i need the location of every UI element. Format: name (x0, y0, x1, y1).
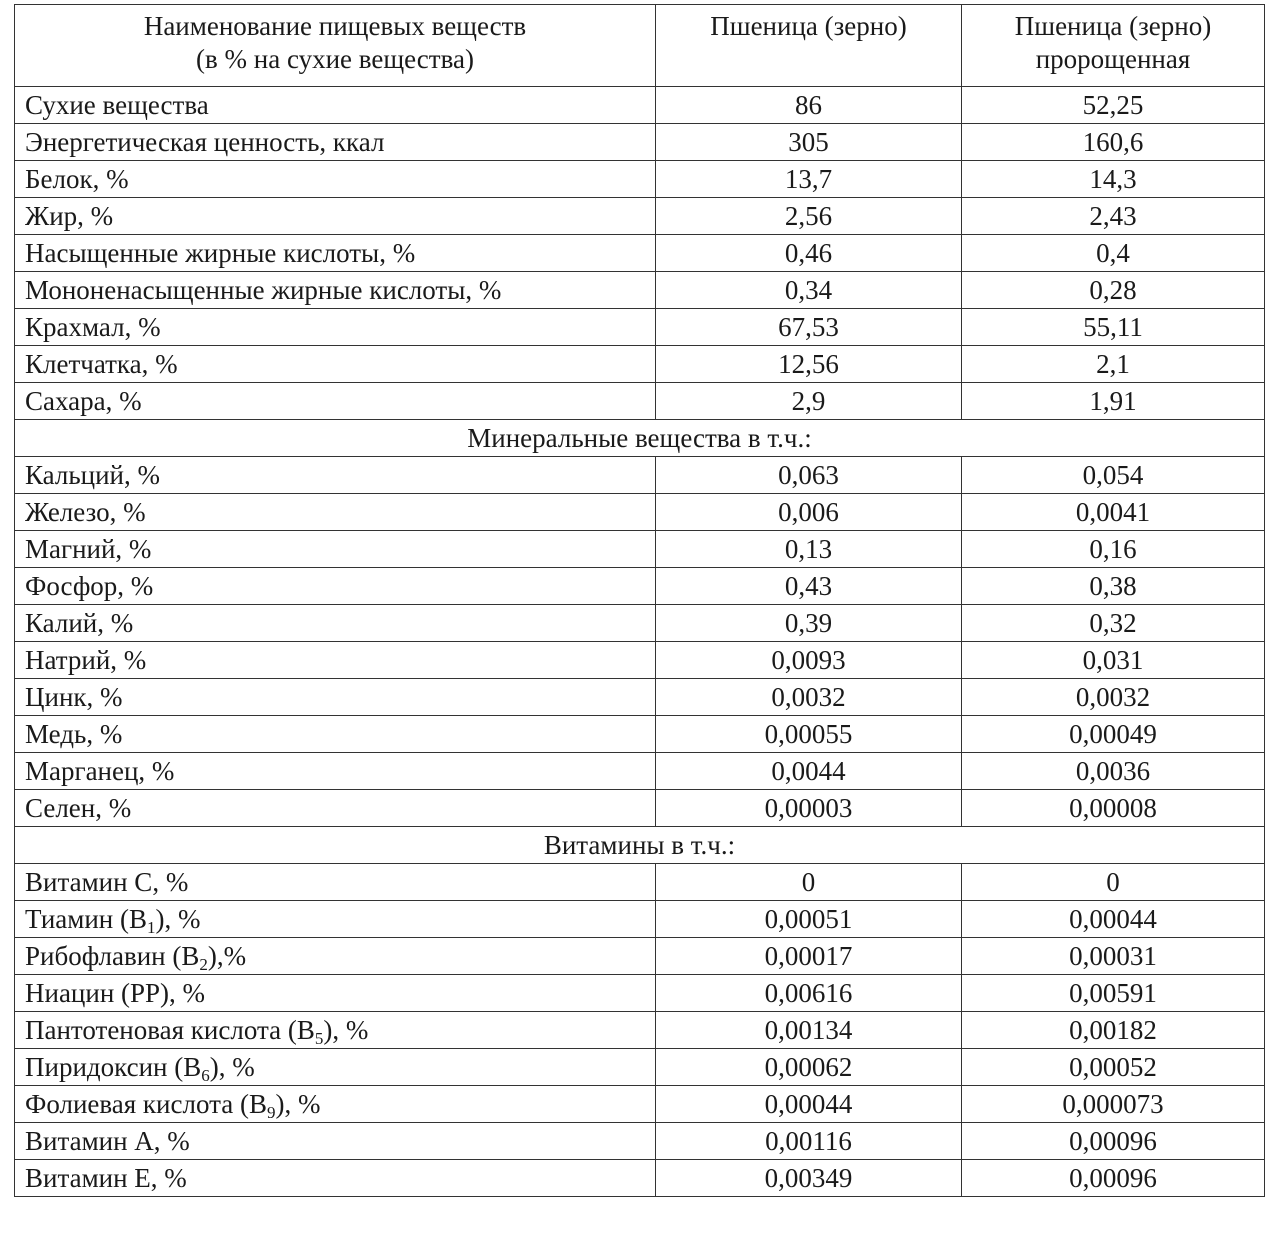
nutrient-name: Магний, % (15, 531, 656, 568)
table-row (15, 531, 1265, 568)
nutrient-name: Селен, % (15, 790, 656, 827)
nutrient-name: Железо, % (15, 494, 656, 531)
wheat-value: 0,34 (656, 272, 962, 309)
wheat-value: 0,006 (656, 494, 962, 531)
table-row (15, 568, 1265, 605)
sprouted-value: 52,25 (962, 87, 1265, 124)
table-row (15, 235, 1265, 272)
sprouted-value: 0,16 (962, 531, 1265, 568)
nutrient-name: Сахара, % (15, 383, 656, 420)
sprouted-value: 0,0041 (962, 494, 1265, 531)
nutrition-table (14, 4, 1265, 1197)
wheat-value: 0,00616 (656, 975, 962, 1012)
sprouted-value: 0,38 (962, 568, 1265, 605)
table-row (15, 494, 1265, 531)
nutrient-name: Марганец, % (15, 753, 656, 790)
nutrient-name: Кальций, % (15, 457, 656, 494)
wheat-value: 12,56 (656, 346, 962, 383)
sprouted-value: 14,3 (962, 161, 1265, 198)
sprouted-value: 0,031 (962, 642, 1265, 679)
sprouted-value: 2,1 (962, 346, 1265, 383)
sprouted-value: 0,00182 (962, 1012, 1265, 1049)
wheat-value: 0,00116 (656, 1123, 962, 1160)
nutrient-name: Витамин А, % (15, 1123, 656, 1160)
table-row (15, 1012, 1265, 1049)
nutrient-name: Сухие вещества (15, 87, 656, 124)
wheat-value: 0,00044 (656, 1086, 962, 1123)
table-row (15, 790, 1265, 827)
wheat-value: 0,00134 (656, 1012, 962, 1049)
sprouted-value: 0,4 (962, 235, 1265, 272)
nutrient-name: Жир, % (15, 198, 656, 235)
wheat-value: 0,00051 (656, 901, 962, 938)
table-row (15, 161, 1265, 198)
wheat-value: 67,53 (656, 309, 962, 346)
section-title: Минеральные вещества в т.ч.: (15, 420, 1265, 457)
table-row (15, 198, 1265, 235)
wheat-value: 0,43 (656, 568, 962, 605)
wheat-value: 0,00003 (656, 790, 962, 827)
table-row (15, 716, 1265, 753)
wheat-value: 305 (656, 124, 962, 161)
sprouted-value: 0,28 (962, 272, 1265, 309)
nutrient-name: Энергетическая ценность, ккал (15, 124, 656, 161)
nutrient-name: Тиамин $(B_1)$, % (15, 901, 656, 938)
sprouted-value: 0,00049 (962, 716, 1265, 753)
wheat-value: 0,00062 (656, 1049, 962, 1086)
table-row (15, 383, 1265, 420)
sprouted-value: 0,00008 (962, 790, 1265, 827)
table-row (15, 864, 1265, 901)
wheat-value: 0,063 (656, 457, 962, 494)
wheat-value: 0,00017 (656, 938, 962, 975)
header-row (15, 5, 1265, 87)
wheat-value: 0,00055 (656, 716, 962, 753)
table-row (15, 1123, 1265, 1160)
nutrient-name: Рибофлавин $(B_2),\%$ (15, 938, 656, 975)
wheat-value: 0,39 (656, 605, 962, 642)
sprouted-value: 0,0032 (962, 679, 1265, 716)
table-row (15, 938, 1265, 975)
nutrient-name: Мононенасыщенные жирные кислоты, % (15, 272, 656, 309)
nutrient-name: Пантотеновая кислота $(B_5)$, % (15, 1012, 656, 1049)
table-row (15, 272, 1265, 309)
table-row (15, 1160, 1265, 1197)
minerals-section-header (15, 420, 1265, 457)
sprouted-value: 0,00044 (962, 901, 1265, 938)
wheat-value: 0,0044 (656, 753, 962, 790)
table-row (15, 1049, 1265, 1086)
sprouted-value: 0,32 (962, 605, 1265, 642)
wheat-value: 0,0093 (656, 642, 962, 679)
sprouted-value: 0,0036 (962, 753, 1265, 790)
section-title: Витамины в т.ч.: (15, 827, 1265, 864)
nutrient-name: Крахмал, % (15, 309, 656, 346)
table-row (15, 309, 1265, 346)
nutrient-name: Витамин С, % (15, 864, 656, 901)
vitamins-section-header (15, 827, 1265, 864)
sprouted-value: 0,00052 (962, 1049, 1265, 1086)
table-row (15, 975, 1265, 1012)
nutrient-name: Витамин Е, % (15, 1160, 656, 1197)
wheat-value: 13,7 (656, 161, 962, 198)
wheat-value: 86 (656, 87, 962, 124)
table-row (15, 87, 1265, 124)
nutrient-name: Клетчатка, % (15, 346, 656, 383)
wheat-value: 0,0032 (656, 679, 962, 716)
sprouted-value: 2,43 (962, 198, 1265, 235)
header-sprouted-wheat: Пшеница (зерно) пророщенная (962, 5, 1265, 87)
table-row (15, 346, 1265, 383)
header-wheat: Пшеница (зерно) (656, 5, 962, 87)
nutrient-name: Белок, % (15, 161, 656, 198)
table-row (15, 605, 1265, 642)
table-row (15, 753, 1265, 790)
sprouted-value: 160,6 (962, 124, 1265, 161)
table-row (15, 457, 1265, 494)
wheat-value: 0,13 (656, 531, 962, 568)
table-row (15, 1086, 1265, 1123)
sprouted-value: 0,054 (962, 457, 1265, 494)
nutrient-name: Натрий, % (15, 642, 656, 679)
wheat-value: 0 (656, 864, 962, 901)
header-nutrient-name: Наименование пищевых веществ (в % на сухие вещества) (15, 5, 656, 87)
nutrient-name: Насыщенные жирные кислоты, % (15, 235, 656, 272)
nutrient-name: Фолиевая кислота $(B_9)$, % (15, 1086, 656, 1123)
sprouted-value: 0 (962, 864, 1265, 901)
table-row (15, 679, 1265, 716)
sprouted-value: 0,00591 (962, 975, 1265, 1012)
table-row (15, 642, 1265, 679)
sprouted-value: 0,000073 (962, 1086, 1265, 1123)
table-row (15, 901, 1265, 938)
nutrient-name: Пиридоксин $(B_6)$, % (15, 1049, 656, 1086)
wheat-value: 0,46 (656, 235, 962, 272)
sprouted-value: 1,91 (962, 383, 1265, 420)
sprouted-value: 0,00096 (962, 1160, 1265, 1197)
wheat-value: 0,00349 (656, 1160, 962, 1197)
nutrient-name: Медь, % (15, 716, 656, 753)
sprouted-value: 0,00031 (962, 938, 1265, 975)
sprouted-value: 0,00096 (962, 1123, 1265, 1160)
nutrient-name: Калий, % (15, 605, 656, 642)
table-row (15, 124, 1265, 161)
nutrient-name: Цинк, % (15, 679, 656, 716)
sprouted-value: 55,11 (962, 309, 1265, 346)
wheat-value: 2,9 (656, 383, 962, 420)
wheat-value: 2,56 (656, 198, 962, 235)
nutrient-name: Ниацин (PP), % (15, 975, 656, 1012)
nutrient-name: Фосфор, % (15, 568, 656, 605)
